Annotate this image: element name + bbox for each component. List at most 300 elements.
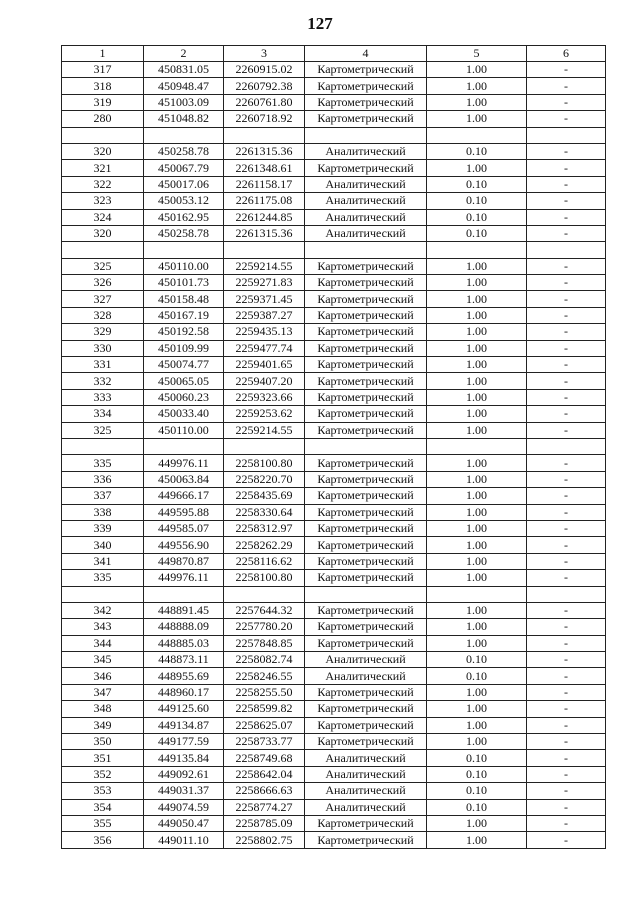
table-cell: 0.10 [427,193,527,209]
table-cell: - [527,717,606,733]
table-cell [224,127,305,143]
table-cell: 2257780.20 [224,619,305,635]
table-cell: - [527,160,606,176]
table-cell [305,242,427,258]
table-cell: 2258749.68 [224,750,305,766]
table-row [62,602,606,618]
table-cell: 449556.90 [144,537,224,553]
table-cell [427,242,527,258]
table-row [62,520,606,536]
table-cell: 0.10 [427,225,527,241]
table-cell: Картометрический [305,815,427,831]
table-cell: Картометрический [305,422,427,438]
table-cell: - [527,143,606,159]
table-cell: - [527,471,606,487]
table-cell: Аналитический [305,766,427,782]
table-row [62,553,606,569]
table-row [62,143,606,159]
table-cell: 448888.09 [144,619,224,635]
table-cell: 1.00 [427,78,527,94]
table-cell: - [527,832,606,848]
table-cell: 2261244.85 [224,209,305,225]
table-row [62,94,606,110]
table-cell: 449177.59 [144,734,224,750]
table-row [62,815,606,831]
table-cell: 449074.59 [144,799,224,815]
table-cell: - [527,94,606,110]
table-cell: 280 [62,111,144,127]
table-cell: 449031.37 [144,783,224,799]
table-cell: - [527,520,606,536]
column-header: 3 [224,46,305,62]
table-cell: 450053.12 [144,193,224,209]
table-cell: 1.00 [427,832,527,848]
table-cell: 1.00 [427,815,527,831]
table-cell: 2259214.55 [224,258,305,274]
table-cell: 450167.19 [144,307,224,323]
table-cell: 352 [62,766,144,782]
table-cell: 2259371.45 [224,291,305,307]
table-cell: 2259271.83 [224,275,305,291]
table-cell: 350 [62,734,144,750]
table-cell [305,127,427,143]
table-cell: 1.00 [427,520,527,536]
table-cell: 450158.48 [144,291,224,307]
table-cell: Картометрический [305,406,427,422]
table-cell: 1.00 [427,701,527,717]
table-row [62,78,606,94]
table-cell: 2258100.80 [224,455,305,471]
table-cell: 2258262.29 [224,537,305,553]
table-cell: 324 [62,209,144,225]
table-row [62,291,606,307]
table-cell: 2258116.62 [224,553,305,569]
table-cell: 448891.45 [144,602,224,618]
table-row [62,225,606,241]
table-cell: 1.00 [427,357,527,373]
table-cell: 0.10 [427,209,527,225]
table-cell: 2261158.17 [224,176,305,192]
table-cell: - [527,668,606,684]
table-cell: 450110.00 [144,422,224,438]
table-row [62,586,606,602]
table-cell: Аналитический [305,176,427,192]
table-cell: Картометрический [305,602,427,618]
table-row [62,717,606,733]
table-cell [144,127,224,143]
table-cell: Картометрический [305,537,427,553]
table-cell: 449135.84 [144,750,224,766]
table-cell: - [527,373,606,389]
table-cell: - [527,799,606,815]
table-row [62,258,606,274]
table-cell: 2259214.55 [224,422,305,438]
table-row [62,832,606,848]
table-row [62,783,606,799]
table-cell: 2260761.80 [224,94,305,110]
page-number: 127 [307,14,333,33]
table-cell: 354 [62,799,144,815]
table-cell: - [527,602,606,618]
table-row [62,570,606,586]
table-cell [144,438,224,454]
table-cell: 335 [62,570,144,586]
table-row [62,455,606,471]
table-cell: 317 [62,62,144,78]
table-cell: 335 [62,455,144,471]
column-header: 1 [62,46,144,62]
table-cell: - [527,701,606,717]
table-cell: 347 [62,684,144,700]
table-cell: - [527,684,606,700]
table-cell: 2257848.85 [224,635,305,651]
table-cell: Аналитический [305,799,427,815]
table-row [62,209,606,225]
table-cell: 450017.06 [144,176,224,192]
table-cell: 449125.60 [144,701,224,717]
table-cell: Картометрический [305,471,427,487]
table-cell: - [527,307,606,323]
table-cell: 1.00 [427,340,527,356]
table-cell: 450109.99 [144,340,224,356]
table-row [62,422,606,438]
table-cell: 449050.47 [144,815,224,831]
table-row [62,668,606,684]
table-cell: - [527,389,606,405]
table-row [62,127,606,143]
table-cell [427,438,527,454]
table-row [62,357,606,373]
table-cell [62,242,144,258]
table-cell: - [527,193,606,209]
table-cell: 449092.61 [144,766,224,782]
table-cell: 356 [62,832,144,848]
table-cell: 1.00 [427,275,527,291]
table-cell: 1.00 [427,324,527,340]
table-cell [62,127,144,143]
table-cell: 448885.03 [144,635,224,651]
table-cell: 1.00 [427,160,527,176]
table-cell: 322 [62,176,144,192]
table-row [62,635,606,651]
table-cell: 1.00 [427,373,527,389]
table-cell: - [527,324,606,340]
table-cell: - [527,111,606,127]
table-cell: 320 [62,225,144,241]
table-cell: - [527,766,606,782]
table-cell: 450162.95 [144,209,224,225]
table-cell: 333 [62,389,144,405]
table-cell: 2260915.02 [224,62,305,78]
table-cell: 2258599.82 [224,701,305,717]
table-cell: Аналитический [305,668,427,684]
table-row [62,242,606,258]
table-cell: 448960.17 [144,684,224,700]
table-cell: - [527,422,606,438]
table-cell: Картометрический [305,275,427,291]
table-cell: - [527,815,606,831]
table-cell: Аналитический [305,783,427,799]
table-cell: - [527,734,606,750]
table-row [62,652,606,668]
table-cell: - [527,635,606,651]
table-cell: 339 [62,520,144,536]
table-cell: - [527,176,606,192]
coordinates-table [61,45,606,849]
table-cell: 0.10 [427,783,527,799]
table-cell: 449585.07 [144,520,224,536]
table-cell: 0.10 [427,652,527,668]
table-cell: 2259477.74 [224,340,305,356]
table-cell: 328 [62,307,144,323]
table-row [62,701,606,717]
table-cell: 1.00 [427,734,527,750]
table-cell: 2261315.36 [224,143,305,159]
table-cell: 449976.11 [144,570,224,586]
table-cell: 321 [62,160,144,176]
table-cell [305,586,427,602]
table-cell [527,438,606,454]
table-cell: 346 [62,668,144,684]
table-cell: Картометрический [305,373,427,389]
table-cell: Картометрический [305,324,427,340]
table-cell: 1.00 [427,619,527,635]
table-cell: 450074.77 [144,357,224,373]
table-cell: 448955.69 [144,668,224,684]
table-row [62,471,606,487]
table-cell: Картометрический [305,520,427,536]
table-cell: Картометрический [305,62,427,78]
table-cell: 332 [62,373,144,389]
table-row [62,684,606,700]
table-cell: Картометрический [305,701,427,717]
table-header-row [62,46,606,62]
table-cell: Картометрический [305,635,427,651]
column-header: 5 [427,46,527,62]
table-cell: - [527,78,606,94]
table-cell: 320 [62,143,144,159]
table-cell: 1.00 [427,684,527,700]
table-cell: 318 [62,78,144,94]
table-cell: 331 [62,357,144,373]
table-row [62,340,606,356]
table-cell: Картометрический [305,619,427,635]
table-cell: 450060.23 [144,389,224,405]
table-row [62,176,606,192]
table-cell: Картометрический [305,570,427,586]
table-cell: 2259323.66 [224,389,305,405]
table-body [62,62,606,849]
table-cell: - [527,570,606,586]
table-cell: - [527,619,606,635]
table-cell: 325 [62,258,144,274]
table-cell: 2258435.69 [224,488,305,504]
table-cell: 450258.78 [144,225,224,241]
table-cell [427,586,527,602]
table-cell [527,586,606,602]
table-cell: Аналитический [305,750,427,766]
table-cell: 2258246.55 [224,668,305,684]
table-cell [224,242,305,258]
table-cell: - [527,406,606,422]
table-cell: 0.10 [427,668,527,684]
table-cell: 343 [62,619,144,635]
table-cell: 0.10 [427,176,527,192]
table-cell [224,438,305,454]
table-cell: - [527,291,606,307]
table-cell: 449666.17 [144,488,224,504]
table-cell: 450065.05 [144,373,224,389]
table-cell: 1.00 [427,635,527,651]
table-cell: Аналитический [305,225,427,241]
table-cell: 0.10 [427,750,527,766]
table-row [62,750,606,766]
table-cell: 325 [62,422,144,438]
table-cell: Картометрический [305,258,427,274]
table-cell: - [527,504,606,520]
table-cell: Картометрический [305,340,427,356]
table-cell: 449870.87 [144,553,224,569]
table-cell: Картометрический [305,78,427,94]
table-cell: 348 [62,701,144,717]
table-cell: 2258642.04 [224,766,305,782]
table-cell: Картометрический [305,291,427,307]
table-cell: 340 [62,537,144,553]
table-cell: 1.00 [427,422,527,438]
table-cell: 1.00 [427,471,527,487]
table-cell: - [527,209,606,225]
table-cell: Картометрический [305,307,427,323]
table-row [62,438,606,454]
table-cell: Аналитический [305,143,427,159]
table-cell: Картометрический [305,94,427,110]
table-cell: 349 [62,717,144,733]
table-cell: 344 [62,635,144,651]
table-cell [527,127,606,143]
table-cell: 448873.11 [144,652,224,668]
table-cell: 351 [62,750,144,766]
table-cell: Картометрический [305,832,427,848]
table-cell: 1.00 [427,307,527,323]
table-cell: 326 [62,275,144,291]
table-cell: Картометрический [305,455,427,471]
table-cell: Картометрический [305,357,427,373]
table-cell: 2258082.74 [224,652,305,668]
table-cell: Картометрический [305,684,427,700]
table-cell: 2258330.64 [224,504,305,520]
table-cell [144,586,224,602]
table-cell: 2258666.63 [224,783,305,799]
table-cell: 353 [62,783,144,799]
table-cell: Аналитический [305,652,427,668]
table-row [62,307,606,323]
table-cell: - [527,258,606,274]
table-cell: 2259387.27 [224,307,305,323]
table-cell [224,586,305,602]
table-cell: 2261315.36 [224,225,305,241]
table-cell: 1.00 [427,602,527,618]
table-cell: 336 [62,471,144,487]
table-cell: - [527,225,606,241]
table-row [62,619,606,635]
table-cell: 1.00 [427,455,527,471]
table-row [62,537,606,553]
table-row [62,766,606,782]
table-cell: 449011.10 [144,832,224,848]
table-cell: - [527,553,606,569]
table-cell: 451003.09 [144,94,224,110]
table-cell: 0.10 [427,799,527,815]
table-cell: - [527,488,606,504]
table-cell: Картометрический [305,717,427,733]
table-cell: - [527,783,606,799]
table-cell: Картометрический [305,389,427,405]
table-cell: 1.00 [427,406,527,422]
table-cell: 2258774.27 [224,799,305,815]
table-cell: 450101.73 [144,275,224,291]
table-cell: 450258.78 [144,143,224,159]
column-header: 2 [144,46,224,62]
table-row [62,275,606,291]
table-row [62,799,606,815]
table-row [62,734,606,750]
table-cell: 323 [62,193,144,209]
column-header: 4 [305,46,427,62]
table-cell: - [527,340,606,356]
table-cell: 338 [62,504,144,520]
table-cell: 451048.82 [144,111,224,127]
table-cell: 450063.84 [144,471,224,487]
table-cell: Картометрический [305,160,427,176]
table-cell [144,242,224,258]
table-cell: - [527,652,606,668]
table-cell [305,438,427,454]
table-cell: Картометрический [305,734,427,750]
table-cell: 0.10 [427,766,527,782]
table-row [62,389,606,405]
table-cell: 2258220.70 [224,471,305,487]
table-cell: 337 [62,488,144,504]
table-row [62,111,606,127]
table-cell: 2258312.97 [224,520,305,536]
table-cell: 319 [62,94,144,110]
table-row [62,324,606,340]
table-cell: 450192.58 [144,324,224,340]
table-cell: 1.00 [427,94,527,110]
table-cell: 2259435.13 [224,324,305,340]
table-cell: 330 [62,340,144,356]
table-cell: 327 [62,291,144,307]
table-cell: 1.00 [427,488,527,504]
table-cell: 1.00 [427,537,527,553]
table-cell: 1.00 [427,504,527,520]
table-cell: 2258802.75 [224,832,305,848]
table-cell: 2261348.61 [224,160,305,176]
table-row [62,488,606,504]
table-cell: 341 [62,553,144,569]
table-row [62,62,606,78]
table-cell: 450067.79 [144,160,224,176]
table-row [62,373,606,389]
table-cell: - [527,455,606,471]
table-cell: - [527,357,606,373]
table-cell: 2258255.50 [224,684,305,700]
table-cell: 355 [62,815,144,831]
table-cell: 329 [62,324,144,340]
table-row [62,504,606,520]
table-cell: 2259253.62 [224,406,305,422]
table-cell [527,242,606,258]
